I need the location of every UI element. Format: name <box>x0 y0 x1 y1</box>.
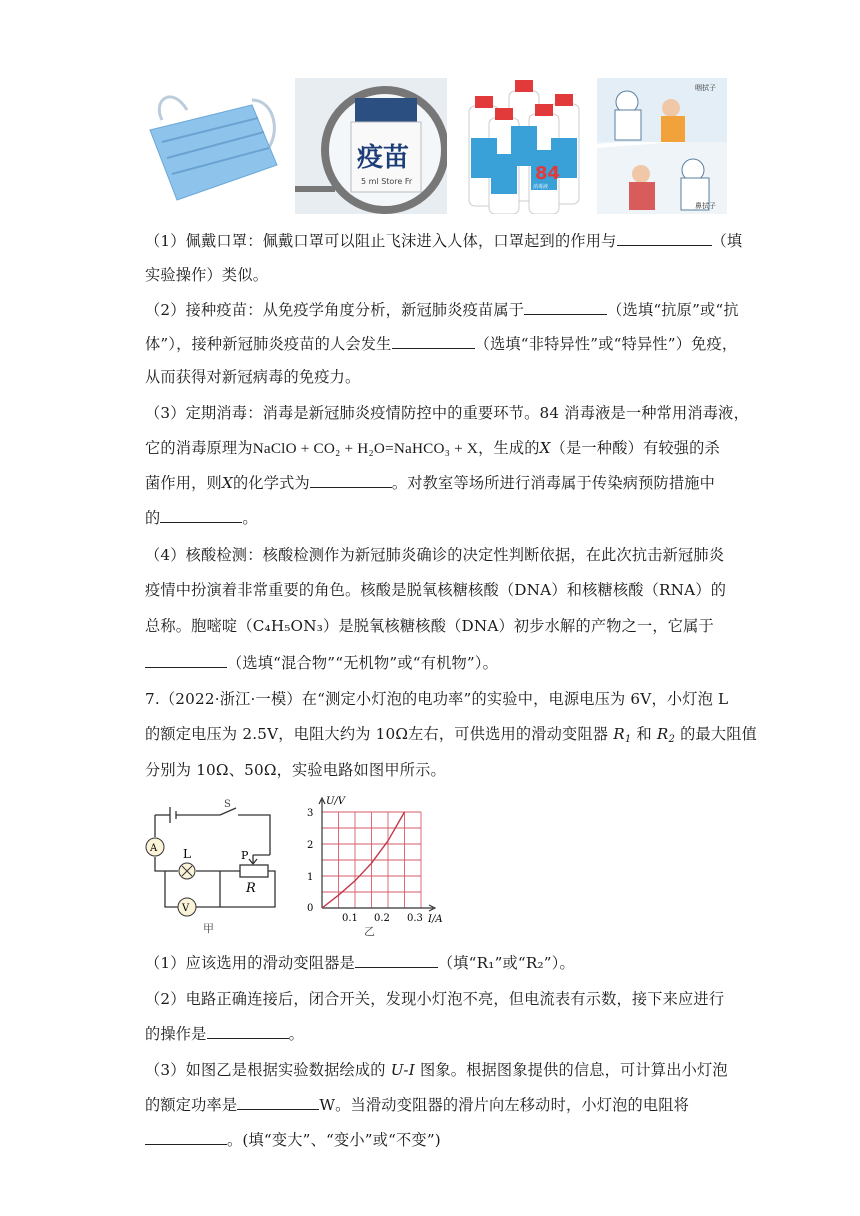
q6-part3-measures: 。对教室等场所进行消毒属于传染病预防措施中 <box>391 474 716 492</box>
q7-part3-line2 <box>145 1095 689 1115</box>
q7-part3-resistance: W。当滑动变阻器的滑片向左移动时，小灯泡的电阻将 <box>319 1096 690 1114</box>
q7-part2-blank[interactable] <box>207 1024 289 1039</box>
ytick-3: 3 <box>307 808 314 819</box>
disinfectant-label: 84 <box>535 163 561 184</box>
q6-part1-line1 <box>145 231 742 251</box>
q6-part4-line2 <box>145 580 726 600</box>
q6-part3-formula-prompt: 的化学式为 <box>232 474 310 492</box>
q6-part3-effect: 菌作用，则 <box>145 474 222 492</box>
q6-part4-hint: （选填“混合物”“无机物”或“有机物”）。 <box>227 654 498 672</box>
chemical-equation: NaClO + CO₂ + H₂O=NaHCO₃ + X <box>252 440 479 457</box>
q6-part4-cont: 疫情中扮演着非常重要的角色。核酸是脱氧核糖核酸（DNA）和核糖核酸（RNA）的 <box>145 581 727 599</box>
disinfectant-image <box>457 76 587 214</box>
slider-label: P <box>241 849 249 862</box>
q6-part3-of: 的 <box>145 509 161 527</box>
q7-part3-line1 <box>145 1060 728 1080</box>
ui-label: U-I <box>390 1061 415 1079</box>
q6-part3-generated: ，生成的 <box>478 439 540 457</box>
q6-part4-line3 <box>145 616 714 636</box>
q7-part1-line <box>145 953 575 973</box>
q6-part3-line4 <box>145 508 258 528</box>
ytick-1: 1 <box>307 872 314 883</box>
q6-part2-hint1: （选填“抗原”或“抗 <box>607 301 739 319</box>
xtick-0.2: 0.2 <box>374 913 390 924</box>
graph-caption: 乙 <box>364 925 375 938</box>
q7-part3-hint: 。(填“变大”、“变小”或“不变”) <box>227 1131 441 1149</box>
q7-part3-cont: 图象。根据图象提供的信息，可计算出小灯泡 <box>414 1061 728 1079</box>
q6-part1-hint: （填 <box>711 232 743 250</box>
r2-symbol: R <box>656 725 669 743</box>
graph-xlabel: I/A <box>428 914 443 925</box>
q7-part2-line2 <box>145 1024 304 1044</box>
q6-part2-end: 从而获得对新冠病毒的免疫力。 <box>145 368 361 386</box>
q6-part2-blank1[interactable] <box>524 300 607 315</box>
ui-graph <box>298 790 458 940</box>
q7-part2-prompt: 的操作是 <box>145 1025 207 1043</box>
q6-part1-blank[interactable] <box>617 231 712 246</box>
q6-part3-line1 <box>145 403 749 423</box>
q6-part4-line1 <box>145 545 724 565</box>
r1-symbol: R <box>613 725 625 743</box>
q6-part2-line2 <box>145 334 737 354</box>
variable-x-2: X <box>221 474 233 492</box>
q7-intro-line1 <box>145 689 728 709</box>
resistor-label: R <box>246 881 256 896</box>
q7-part3-text: （3）如图乙是根据实验数据绘成的 <box>145 1061 391 1079</box>
r2-subscript: 2 <box>668 734 676 745</box>
ytick-0: 0 <box>307 903 314 914</box>
q7-intro-line2 <box>145 724 757 750</box>
q7-intro-line3 <box>145 760 446 780</box>
q7-max-resistance: 的最大阻值 <box>675 725 758 743</box>
q6-part1-text: （1）佩戴口罩：佩戴口罩可以阻止飞沫进入人体，口罩起到的作用与 <box>145 232 617 250</box>
variable-x: X <box>539 439 551 457</box>
q6-part3-line2 <box>145 438 720 459</box>
q7-part3-blank2[interactable] <box>145 1130 227 1145</box>
q6-part1-cont: 实验操作）类似。 <box>145 266 269 284</box>
q6-part4-line4 <box>145 653 498 673</box>
xtick-0.1: 0.1 <box>342 913 358 924</box>
q6-part3-period: 。 <box>242 509 258 527</box>
q6-part4-text: （4）核酸检测：核酸检测作为新冠肺炎确诊的决定性判断依据，在此次抗击新冠肺炎 <box>145 546 725 564</box>
r1-subscript: 1 <box>624 734 632 745</box>
q7-and: 和 <box>631 725 657 743</box>
vaccine-label: 疫苗 <box>357 143 410 173</box>
ytick-2: 2 <box>307 840 314 851</box>
q7-part1-hint: （填“R₁”或“R₂”）。 <box>437 954 575 972</box>
circuit-caption: 甲 <box>203 922 214 935</box>
voltmeter-label: V <box>182 903 190 914</box>
throat-swab-label: 咽拭子 <box>695 84 716 92</box>
q6-part3-blank1[interactable] <box>310 473 392 488</box>
disinfectant-sublabel: 消毒液 <box>533 184 549 190</box>
q6-part4-cytosine: 总称。胞嘧啶（C₄H₅ON₃）是脱氧核糖核酸（DNA）初步水解的产物之一，它属于 <box>145 617 714 635</box>
swab-test-image <box>597 78 727 214</box>
nasal-swab-label: 鼻拭子 <box>695 202 716 210</box>
q6-part2-blank2[interactable] <box>392 334 475 349</box>
vaccine-image <box>295 78 447 214</box>
graph-ylabel: U/V <box>326 796 346 807</box>
q6-part2-text: （2）接种疫苗：从免疫学角度分析，新冠肺炎疫苗属于 <box>145 301 525 319</box>
q6-part2-hint2: （选填“非特异性”或“特异性”）免疫， <box>474 335 738 353</box>
q6-part2-cont: 体”），接种新冠肺炎疫苗的人会发生 <box>145 335 392 353</box>
q7-part2-line1 <box>145 989 724 1009</box>
lamp-label: L <box>183 847 191 861</box>
q6-part4-blank[interactable] <box>145 653 227 668</box>
vaccine-sublabel: 5 ml Store Fr <box>361 177 413 186</box>
q7-intro-end: 分别为 10Ω、50Ω，实验电路如图甲所示。 <box>145 761 446 779</box>
circuit-diagram <box>140 795 290 940</box>
ammeter-label: A <box>150 843 158 854</box>
q7-part1-blank[interactable] <box>355 953 438 968</box>
q6-part1-line2 <box>145 265 268 285</box>
xtick-0.3: 0.3 <box>407 913 423 924</box>
switch-label: S <box>224 799 231 810</box>
q7-part2-period: 。 <box>288 1025 304 1043</box>
mask-image <box>142 80 287 210</box>
q6-part3-principle: 它的消毒原理为 <box>145 439 253 457</box>
q7-intro-cont: 的额定电压为 2.5V，电阻大约为 10Ω左右，可供选用的滑动变阻器 <box>145 725 614 743</box>
q7-part3-power-prompt: 的额定功率是 <box>145 1096 238 1114</box>
q6-part2-line1 <box>145 300 739 320</box>
q7-intro: 7.（2022·浙江·一模）在“测定小灯泡的电功率”的实验中，电源电压为 6V，小灯泡 L <box>145 690 729 708</box>
q7-part1-text: （1）应该选用的滑动变阻器是 <box>145 954 355 972</box>
q6-part3-text: （3）定期消毒：消毒是新冠肺炎疫情防控中的重要环节。84 消毒液是一种常用消毒液， <box>145 404 749 422</box>
q6-part3-line3 <box>145 473 715 493</box>
q7-part2-text: （2）电路正确连接后，闭合开关，发现小灯泡不亮，但电流表有示数，接下来应进行 <box>145 990 725 1008</box>
q6-part3-acid: （是一种酸）有较强的杀 <box>550 439 720 457</box>
q6-part2-line3 <box>145 367 360 387</box>
q6-part3-blank2[interactable] <box>160 508 242 523</box>
q7-part3-blank1[interactable] <box>237 1095 319 1110</box>
q7-part3-line3 <box>145 1130 441 1150</box>
